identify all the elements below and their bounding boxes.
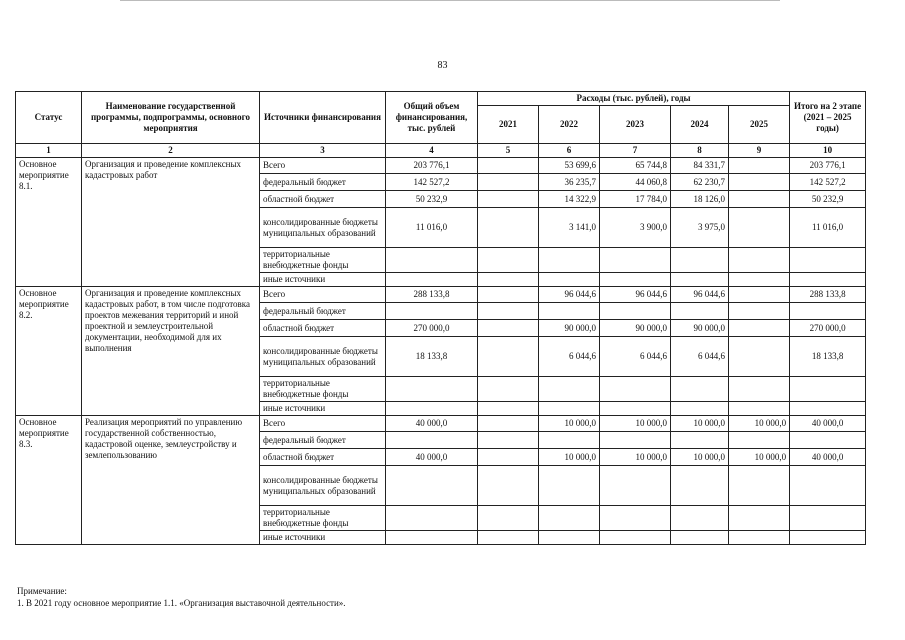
year-2024-cell: 62 230,7 [671, 174, 729, 191]
funding-source: консолидированные бюджеты муниципальных образований [260, 466, 386, 506]
header-year-2023: 2023 [600, 106, 671, 144]
total-volume-cell [386, 402, 478, 416]
funding-source: консолидированные бюджеты муниципальных образований [260, 337, 386, 377]
note-block [17, 585, 346, 609]
column-index-row [16, 144, 866, 158]
year-2021-cell [478, 506, 539, 531]
activity-name: Реализация мероприятий по управлению государственной собственностью, кадастровой оценке, землеустройству и землепользованию [82, 416, 260, 545]
stage-total-cell: 40 000,0 [790, 416, 866, 432]
year-2025-cell [729, 506, 790, 531]
funding-source: иные источники [260, 402, 386, 416]
year-2023-cell [600, 506, 671, 531]
year-2025-cell [729, 248, 790, 273]
header-year-2024: 2024 [671, 106, 729, 144]
year-2025-cell [729, 402, 790, 416]
total-volume-cell: 11 016,0 [386, 208, 478, 248]
year-2023-cell: 90 000,0 [600, 320, 671, 337]
year-2024-cell: 90 000,0 [671, 320, 729, 337]
activity-name: Организация и проведение комплексных кадастровых работ [82, 158, 260, 287]
year-2023-cell: 3 900,0 [600, 208, 671, 248]
column-index-cell: 8 [671, 144, 729, 158]
header-year-2022: 2022 [539, 106, 600, 144]
activity-status: Основное мероприятие 8.1. [16, 158, 82, 287]
year-2024-cell: 10 000,0 [671, 449, 729, 466]
funding-source: Всего [260, 416, 386, 432]
year-2022-cell: 10 000,0 [539, 416, 600, 432]
year-2024-cell [671, 432, 729, 449]
scan-border-line [120, 0, 780, 1]
year-2021-cell [478, 273, 539, 287]
year-2024-cell [671, 377, 729, 402]
year-2021-cell [478, 174, 539, 191]
year-2024-cell: 18 126,0 [671, 191, 729, 208]
year-2023-cell [600, 432, 671, 449]
funding-source: территориальные внебюджетные фонды [260, 248, 386, 273]
funding-source: иные источники [260, 531, 386, 545]
year-2023-cell: 10 000,0 [600, 416, 671, 432]
note-text: 1. В 2021 году основное мероприятие 1.1. «Организация выставочной деятельности». [17, 598, 346, 608]
header-stage-total: Итого на 2 этапе (2021 – 2025 годы) [790, 92, 866, 144]
header-expenses-group: Расходы (тыс. рублей), годы [478, 92, 790, 106]
year-2023-cell [600, 273, 671, 287]
year-2021-cell [478, 208, 539, 248]
year-2023-cell [600, 303, 671, 320]
total-volume-cell: 50 232,9 [386, 191, 478, 208]
stage-total-cell: 203 776,1 [790, 158, 866, 174]
header-name: Наименование государственной программы, подпрограммы, основного мероприятия [82, 92, 260, 144]
column-index-cell: 6 [539, 144, 600, 158]
page-number: 83 [437, 60, 448, 71]
total-volume-cell: 203 776,1 [386, 158, 478, 174]
stage-total-cell: 40 000,0 [790, 449, 866, 466]
total-volume-cell: 40 000,0 [386, 416, 478, 432]
column-index-cell: 1 [16, 144, 82, 158]
funding-source: федеральный бюджет [260, 432, 386, 449]
year-2022-cell [539, 377, 600, 402]
note-title: Примечание: [17, 586, 67, 596]
header-year-2021: 2021 [478, 106, 539, 144]
year-2022-cell [539, 248, 600, 273]
funding-source: областной бюджет [260, 191, 386, 208]
column-index-cell: 2 [82, 144, 260, 158]
year-2023-cell: 10 000,0 [600, 449, 671, 466]
year-2022-cell [539, 531, 600, 545]
stage-total-cell: 18 133,8 [790, 337, 866, 377]
header-total-volume: Общий объем финансирования, тыс. рублей [386, 92, 478, 144]
year-2022-cell: 10 000,0 [539, 449, 600, 466]
year-2021-cell [478, 416, 539, 432]
year-2022-cell [539, 466, 600, 506]
year-2023-cell: 96 044,6 [600, 287, 671, 303]
year-2021-cell [478, 377, 539, 402]
year-2021-cell [478, 287, 539, 303]
year-2023-cell: 6 044,6 [600, 337, 671, 377]
year-2022-cell [539, 273, 600, 287]
funding-source: Всего [260, 158, 386, 174]
year-2025-cell [729, 432, 790, 449]
activity-status: Основное мероприятие 8.2. [16, 287, 82, 416]
activity-name: Организация и проведение комплексных кадастровых работ, в том числе подготовка проектов межевания территорий и иной проектной и землеустроительной документации, необходимой для их выполнения [82, 287, 260, 416]
column-index-cell: 3 [260, 144, 386, 158]
total-volume-cell [386, 466, 478, 506]
year-2024-cell: 96 044,6 [671, 287, 729, 303]
year-2022-cell [539, 303, 600, 320]
table-row [16, 158, 866, 174]
total-volume-cell [386, 377, 478, 402]
stage-total-cell [790, 402, 866, 416]
total-volume-cell: 288 133,8 [386, 287, 478, 303]
funding-source: федеральный бюджет [260, 303, 386, 320]
activity-status: Основное мероприятие 8.3. [16, 416, 82, 545]
year-2024-cell [671, 273, 729, 287]
funding-source: территориальные внебюджетные фонды [260, 377, 386, 402]
year-2024-cell: 10 000,0 [671, 416, 729, 432]
total-volume-cell [386, 506, 478, 531]
year-2025-cell [729, 337, 790, 377]
year-2023-cell: 44 060,8 [600, 174, 671, 191]
stage-total-cell [790, 248, 866, 273]
financing-table [15, 91, 866, 545]
year-2025-cell: 10 000,0 [729, 449, 790, 466]
year-2023-cell [600, 377, 671, 402]
year-2021-cell [478, 248, 539, 273]
year-2022-cell: 14 322,9 [539, 191, 600, 208]
year-2021-cell [478, 320, 539, 337]
year-2025-cell [729, 273, 790, 287]
year-2024-cell: 3 975,0 [671, 208, 729, 248]
year-2025-cell: 10 000,0 [729, 416, 790, 432]
year-2024-cell [671, 466, 729, 506]
total-volume-cell: 18 133,8 [386, 337, 478, 377]
year-2022-cell: 96 044,6 [539, 287, 600, 303]
column-index-cell: 10 [790, 144, 866, 158]
year-2025-cell [729, 466, 790, 506]
column-index-cell: 7 [600, 144, 671, 158]
funding-source: областной бюджет [260, 449, 386, 466]
total-volume-cell [386, 273, 478, 287]
stage-total-cell [790, 303, 866, 320]
year-2025-cell [729, 191, 790, 208]
stage-total-cell: 270 000,0 [790, 320, 866, 337]
year-2023-cell [600, 248, 671, 273]
funding-source: иные источники [260, 273, 386, 287]
year-2022-cell [539, 432, 600, 449]
column-index-cell: 4 [386, 144, 478, 158]
year-2023-cell [600, 402, 671, 416]
year-2022-cell: 3 141,0 [539, 208, 600, 248]
total-volume-cell: 142 527,2 [386, 174, 478, 191]
year-2022-cell: 36 235,7 [539, 174, 600, 191]
year-2021-cell [478, 158, 539, 174]
funding-source: федеральный бюджет [260, 174, 386, 191]
total-volume-cell [386, 248, 478, 273]
year-2024-cell [671, 248, 729, 273]
funding-source: Всего [260, 287, 386, 303]
year-2022-cell: 53 699,6 [539, 158, 600, 174]
table-row [16, 416, 866, 432]
year-2021-cell [478, 303, 539, 320]
year-2023-cell [600, 466, 671, 506]
total-volume-cell: 270 000,0 [386, 320, 478, 337]
stage-total-cell: 288 133,8 [790, 287, 866, 303]
year-2023-cell [600, 531, 671, 545]
table-row [16, 287, 866, 303]
year-2022-cell [539, 506, 600, 531]
funding-source: консолидированные бюджеты муниципальных образований [260, 208, 386, 248]
stage-total-cell: 142 527,2 [790, 174, 866, 191]
stage-total-cell [790, 531, 866, 545]
total-volume-cell [386, 303, 478, 320]
year-2024-cell: 84 331,7 [671, 158, 729, 174]
year-2024-cell [671, 402, 729, 416]
header-status: Статус [16, 92, 82, 144]
year-2024-cell [671, 303, 729, 320]
year-2025-cell [729, 174, 790, 191]
year-2023-cell: 65 744,8 [600, 158, 671, 174]
year-2022-cell: 6 044,6 [539, 337, 600, 377]
column-index-cell: 9 [729, 144, 790, 158]
stage-total-cell [790, 432, 866, 449]
year-2025-cell [729, 287, 790, 303]
stage-total-cell [790, 273, 866, 287]
total-volume-cell [386, 432, 478, 449]
stage-total-cell: 11 016,0 [790, 208, 866, 248]
year-2023-cell: 17 784,0 [600, 191, 671, 208]
table-body [16, 158, 866, 545]
year-2024-cell [671, 531, 729, 545]
header-year-2025: 2025 [729, 106, 790, 144]
year-2024-cell: 6 044,6 [671, 337, 729, 377]
year-2025-cell [729, 303, 790, 320]
total-volume-cell: 40 000,0 [386, 449, 478, 466]
year-2024-cell [671, 506, 729, 531]
stage-total-cell: 50 232,9 [790, 191, 866, 208]
year-2021-cell [478, 402, 539, 416]
funding-source: территориальные внебюджетные фонды [260, 506, 386, 531]
stage-total-cell [790, 506, 866, 531]
year-2025-cell [729, 158, 790, 174]
year-2021-cell [478, 337, 539, 377]
year-2021-cell [478, 191, 539, 208]
year-2025-cell [729, 320, 790, 337]
stage-total-cell [790, 377, 866, 402]
year-2021-cell [478, 449, 539, 466]
column-index-cell: 5 [478, 144, 539, 158]
stage-total-cell [790, 466, 866, 506]
year-2021-cell [478, 466, 539, 506]
header-sources: Источники финансирования [260, 92, 386, 144]
total-volume-cell [386, 531, 478, 545]
year-2021-cell [478, 432, 539, 449]
year-2022-cell [539, 402, 600, 416]
year-2021-cell [478, 531, 539, 545]
year-2025-cell [729, 531, 790, 545]
funding-source: областной бюджет [260, 320, 386, 337]
year-2025-cell [729, 208, 790, 248]
year-2022-cell: 90 000,0 [539, 320, 600, 337]
year-2025-cell [729, 377, 790, 402]
